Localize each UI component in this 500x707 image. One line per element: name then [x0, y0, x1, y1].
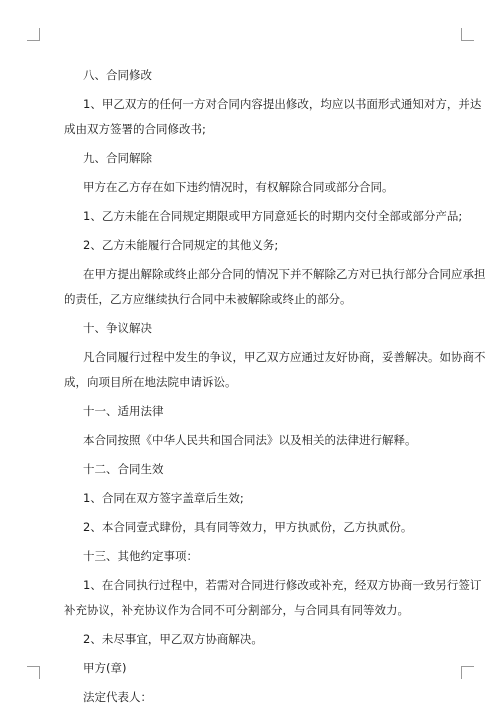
crop-mark-bottom-right — [461, 666, 474, 679]
crop-mark-top-right — [461, 28, 474, 41]
section-8-paragraph-1-line-2: 成由双方签署的合同修改书; — [64, 122, 206, 136]
section-12-paragraph-1: 1、合同在双方签字盖章后生效; — [83, 491, 244, 505]
crop-mark-bottom-left — [27, 666, 40, 679]
party-a-seal-label: 甲方(章) — [83, 661, 127, 675]
section-13-paragraph-2: 2、未尽事宜，甲乙双方协商解决。 — [83, 632, 263, 646]
section-11-heading: 十一、适用法律 — [83, 404, 164, 418]
section-10-heading: 十、争议解决 — [83, 321, 152, 335]
section-13-heading: 十三、其他约定事项： — [83, 549, 198, 563]
section-11-paragraph-1: 本合同按照《中华人民共和国合同法》以及相关的法律进行解释。 — [83, 433, 417, 447]
section-12-heading: 十二、合同生效 — [83, 462, 164, 476]
section-13-paragraph-1-line-2: 补充协议，补充协议作为合同不可分割部分，与合同具有同等效力。 — [64, 603, 409, 617]
section-9-paragraph-3: 2、乙方未能履行合同规定的其他义务; — [83, 238, 279, 252]
section-8-paragraph-1-line-1: 1、甲乙双方的任何一方对合同内容提出修改，均应以书面形式通知对方，并达 — [83, 97, 482, 111]
section-9-paragraph-2: 1、乙方未能在合同规定期限或甲方同意延长的时期内交付全部或部分产品; — [83, 209, 463, 223]
section-13-paragraph-1-line-1: 1、在合同执行过程中，若需对合同进行修改或补充，经双方协商一致另行签订 — [83, 578, 482, 592]
section-9-paragraph-4-line-1: 在甲方提出解除或终止部分合同的情况下并不解除乙方对已执行部分合同应承担 — [83, 267, 486, 281]
section-9-paragraph-4-line-2: 的责任，乙方应继续执行合同中未被解除或终止的部分。 — [64, 292, 352, 306]
section-9-heading: 九、合同解除 — [83, 151, 152, 165]
section-12-paragraph-2: 2、本合同壹式肆份，具有同等效力，甲方执贰份，乙方执贰份。 — [83, 520, 413, 534]
section-9-paragraph-1: 甲方在乙方存在如下违约情况时，有权解除合同或部分合同。 — [83, 180, 394, 194]
section-8-heading: 八、合同修改 — [83, 68, 152, 82]
section-10-paragraph-1-line-1: 凡合同履行过程中发生的争议，甲乙双方应通过友好协商，妥善解决。如协商不 — [83, 350, 486, 364]
document-body — [64, 68, 486, 705]
section-10-paragraph-1-line-2: 成，向项目所在地法院申请诉讼。 — [64, 375, 237, 389]
legal-representative-label: 法定代表人： — [83, 690, 152, 704]
crop-mark-top-left — [27, 28, 40, 41]
